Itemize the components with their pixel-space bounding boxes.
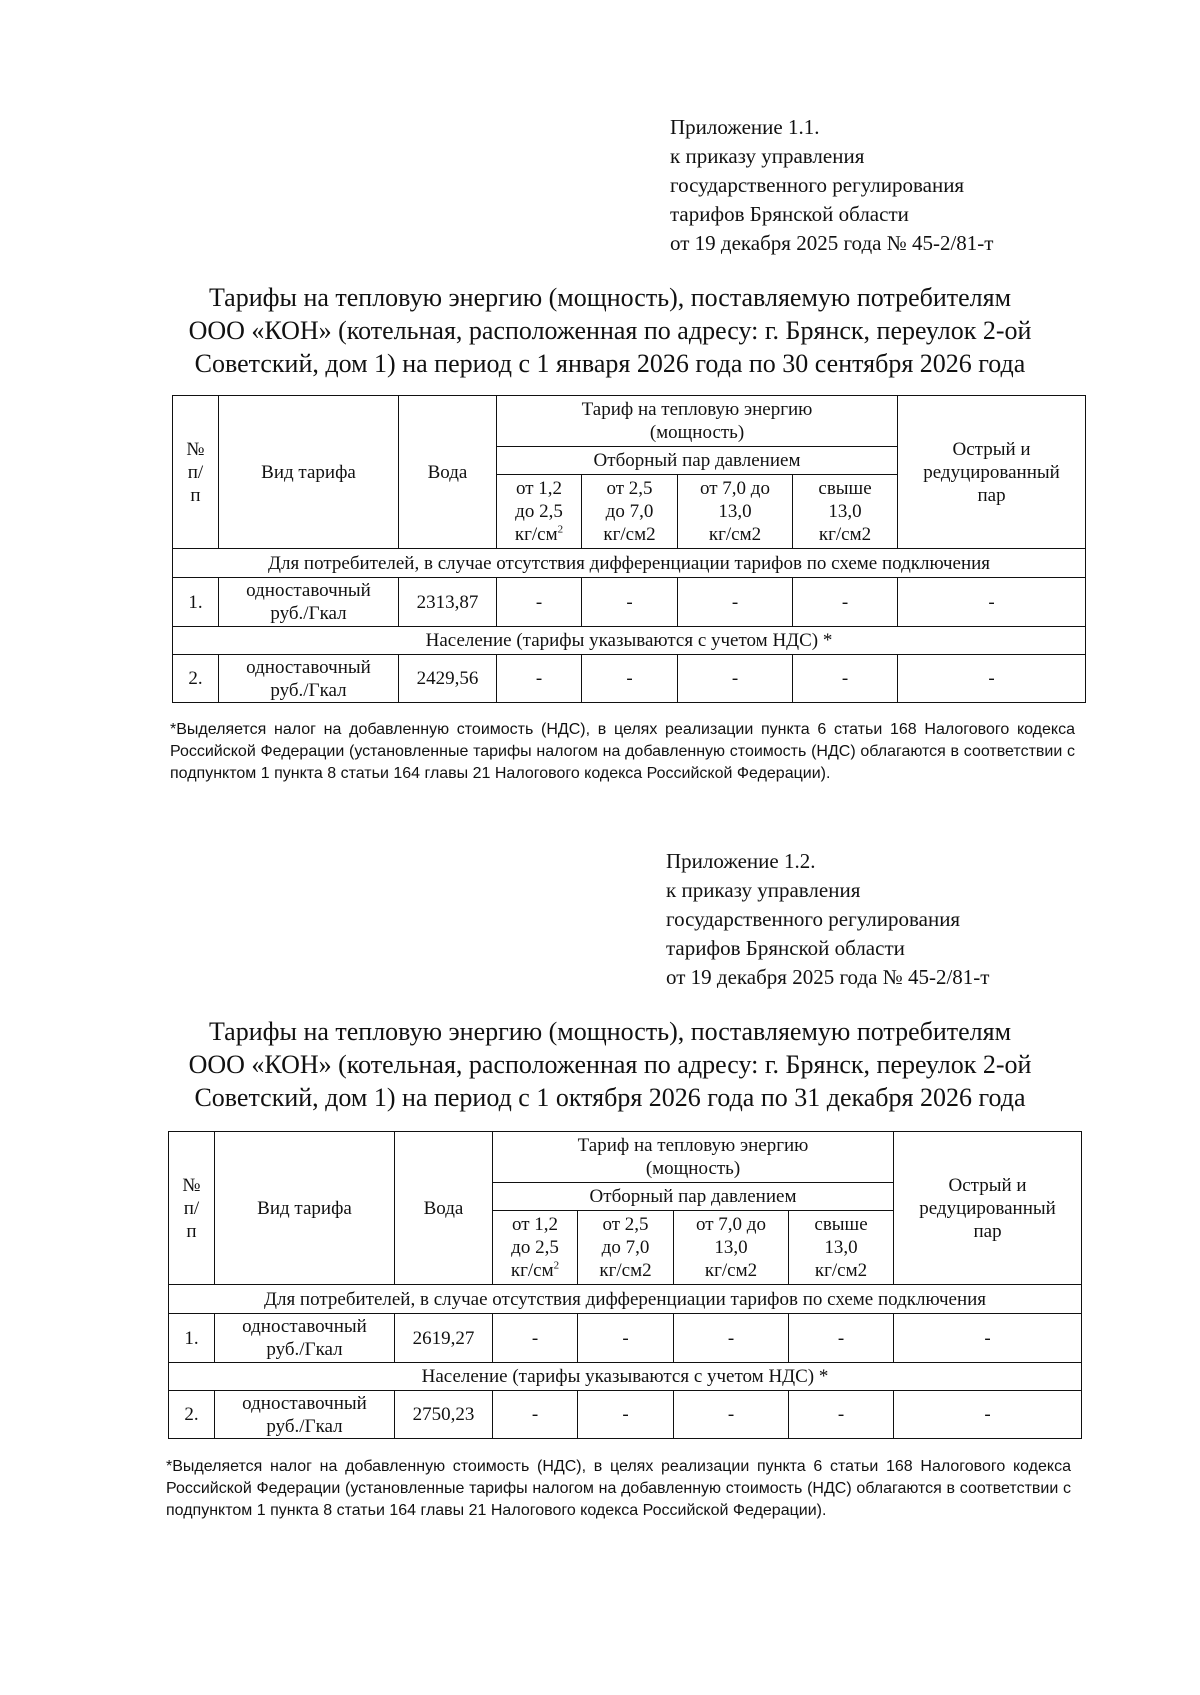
header-tariff-type: Вид тарифа [219, 396, 399, 549]
header-col-over-13: свыше 13,0 кг/см2 [789, 1211, 894, 1285]
row-value: - [674, 1314, 789, 1363]
row-value: - [578, 1391, 674, 1439]
header-tariff-type: Вид тарифа [215, 1132, 395, 1285]
header-tariff-group: Тариф на тепловую энергию (мощность) [493, 1132, 894, 1183]
header-col-2-5-7: от 2,5 до 7,0 кг/см2 [582, 475, 678, 549]
section-row: Население (тарифы указываются с учетом НДС) * [173, 627, 1086, 655]
title-2 [160, 1015, 1060, 1114]
row-water-value: 2429,56 [399, 655, 497, 703]
header-col-7-13: от 7,0 до 13,0 кг/см2 [678, 475, 793, 549]
row-tariff-type: одноставочный руб./Гкал [219, 578, 399, 627]
header-sharp-steam: Острый и редуцированный пар [898, 396, 1086, 549]
appendix-2-line: к приказу управления [666, 878, 861, 902]
header-col-7-13: от 7,0 до 13,0 кг/см2 [674, 1211, 789, 1285]
title-2-line: ООО «КОН» (котельная, расположенная по адресу: г. Брянск, переулок 2-ой [188, 1050, 1032, 1079]
row-value: - [497, 578, 582, 627]
tariff-table-1 [172, 395, 1086, 703]
title-2-line: Советский, дом 1) на период с 1 октября 2026 года по 31 декабря 2026 года [194, 1083, 1026, 1112]
row-value: - [898, 578, 1086, 627]
appendix-1-line: тарифов Брянской области [670, 202, 909, 226]
appendix-1-line: от 19 декабря 2025 года № 45-2/81-т [670, 231, 994, 255]
header-water: Вода [395, 1132, 493, 1285]
title-1 [160, 281, 1060, 380]
row-value: - [678, 578, 793, 627]
row-value: - [493, 1391, 578, 1439]
row-water-value: 2619,27 [395, 1314, 493, 1363]
appendix-1-heading [670, 113, 993, 258]
header-col-over-13: свыше 13,0 кг/см2 [793, 475, 898, 549]
row-value: - [789, 1391, 894, 1439]
appendix-1-line: Приложение 1.1. [670, 115, 820, 139]
header-col-2-5-7: от 2,5 до 7,0 кг/см2 [578, 1211, 674, 1285]
row-num: 1. [173, 578, 219, 627]
vat-footnote-2: *Выделяется налог на добавленную стоимость (НДС), в целях реализации пункта 6 статьи 168 Налогового кодекса Российской Федерации (установленные тарифы налогом на добавленную стоимость (НДС) облагаются в соответствии с подпунктом 1 пункта 8 статьи 164 главы 21 Налогового кодекса Российской Федерации). [166, 1458, 1071, 1519]
header-num: № п/ п [173, 396, 219, 549]
row-value: - [898, 655, 1086, 703]
row-value: - [493, 1314, 578, 1363]
appendix-1-line: государственного регулирования [670, 173, 965, 197]
row-num: 2. [173, 655, 219, 703]
row-tariff-type: одноставочный руб./Гкал [215, 1314, 395, 1363]
title-1-line: ООО «КОН» (котельная, расположенная по адресу: г. Брянск, переулок 2-ой [188, 316, 1032, 345]
row-value: - [678, 655, 793, 703]
row-num: 2. [169, 1391, 215, 1439]
header-steam-group: Отборный пар давлением [493, 1183, 894, 1211]
row-value: - [789, 1314, 894, 1363]
row-value: - [793, 655, 898, 703]
header-sharp-steam: Острый и редуцированный пар [894, 1132, 1082, 1285]
row-water-value: 2313,87 [399, 578, 497, 627]
row-value: - [793, 578, 898, 627]
vat-footnote-1: *Выделяется налог на добавленную стоимость (НДС), в целях реализации пункта 6 статьи 168 Налогового кодекса Российской Федерации (установленные тарифы налогом на добавленную стоимость (НДС) облагаются в соответствии с подпунктом 1 пункта 8 статьи 164 главы 21 Налогового кодекса Российской Федерации). [170, 721, 1075, 782]
row-num: 1. [169, 1314, 215, 1363]
appendix-2-line: государственного регулирования [666, 907, 961, 931]
header-col-1-2-5: от 1,2 до 2,5 $кг/см^2$ [497, 475, 582, 549]
appendix-2-heading [666, 847, 989, 992]
row-value: - [497, 655, 582, 703]
title-1-line: Советский, дом 1) на период с 1 января 2026 года по 30 сентября 2026 года [194, 349, 1026, 378]
row-tariff-type: одноставочный руб./Гкал [219, 655, 399, 703]
tariff-table-2 [168, 1131, 1082, 1439]
row-value: - [582, 578, 678, 627]
row-value: - [894, 1314, 1082, 1363]
header-col-1-2-5: от 1,2 до 2,5 $кг/см^2$ [493, 1211, 578, 1285]
header-water: Вода [399, 396, 497, 549]
row-water-value: 2750,23 [395, 1391, 493, 1439]
title-2-line: Тарифы на тепловую энергию (мощность), поставляемую потребителям [208, 1017, 1012, 1046]
header-steam-group: Отборный пар давлением [497, 447, 898, 475]
row-value: - [674, 1391, 789, 1439]
row-value: - [894, 1391, 1082, 1439]
header-tariff-group: Тариф на тепловую энергию (мощность) [497, 396, 898, 447]
appendix-2-line: от 19 декабря 2025 года № 45-2/81-т [666, 965, 990, 989]
row-value: - [578, 1314, 674, 1363]
appendix-2-line: Приложение 1.2. [666, 849, 816, 873]
section-row: Для потребителей, в случае отсутствия дифференциации тарифов по схеме подключения [173, 549, 1086, 578]
section-row: Для потребителей, в случае отсутствия дифференциации тарифов по схеме подключения [169, 1285, 1082, 1314]
section-row: Население (тарифы указываются с учетом НДС) * [169, 1363, 1082, 1391]
row-value: - [582, 655, 678, 703]
header-num: № п/ п [169, 1132, 215, 1285]
appendix-1-line: к приказу управления [670, 144, 865, 168]
title-1-line: Тарифы на тепловую энергию (мощность), поставляемую потребителям [208, 283, 1012, 312]
appendix-2-line: тарифов Брянской области [666, 936, 905, 960]
row-tariff-type: одноставочный руб./Гкал [215, 1391, 395, 1439]
